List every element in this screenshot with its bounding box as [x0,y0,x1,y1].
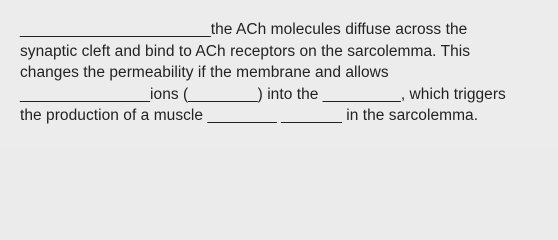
question-line-3: changes the permeability if the membrane and allows [20,64,389,81]
question-line-1: ______________________the ACh molecules diffuse across the [20,21,468,38]
question-line-5: the production of a muscle ________ _______ in the sarcolemma. [20,107,479,124]
question-line-4: _______________ions (________) into the _________, which triggers [20,85,506,103]
fill-in-blank-question [20,19,550,127]
question-line-2: synaptic cleft and bind to ACh receptors on the sarcolemma. This [20,42,471,60]
